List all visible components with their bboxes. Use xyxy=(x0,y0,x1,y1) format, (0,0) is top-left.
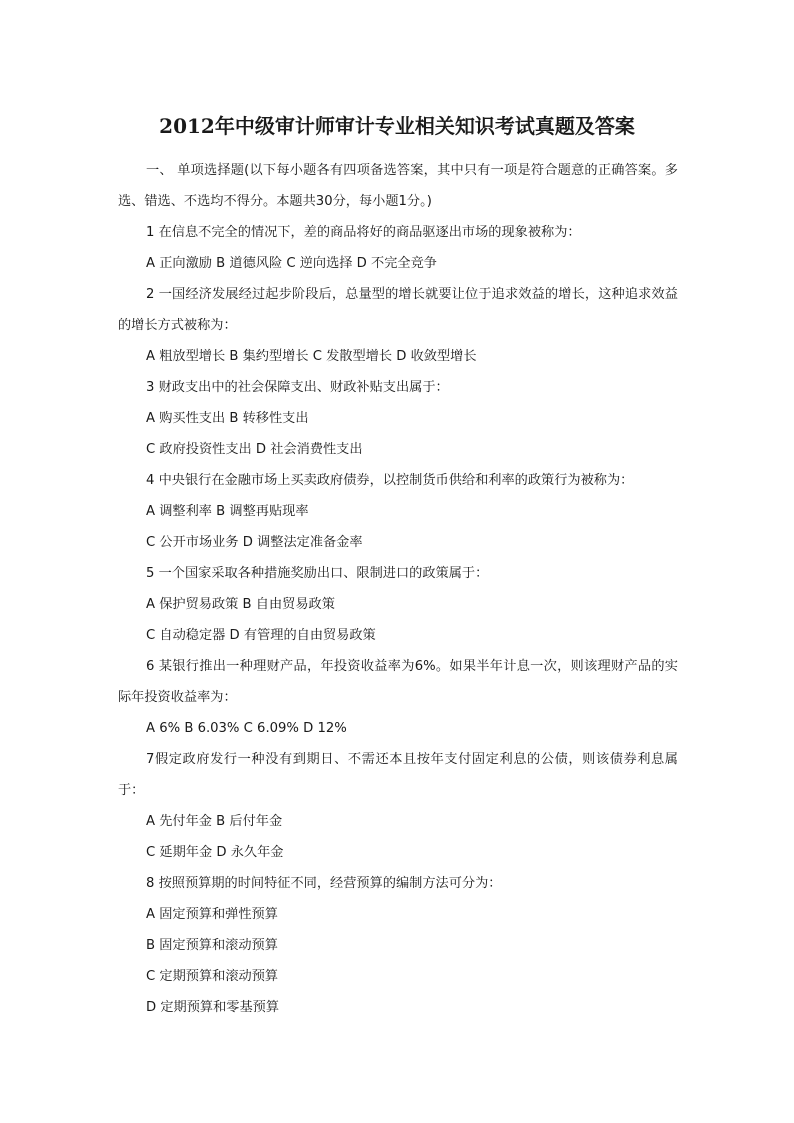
question-7-options-cd: C 延期年金 D 永久年金 xyxy=(146,845,284,860)
section-heading: 一、 单项选择题(以下每小题各有四项备选答案，其中只有一项是符合题意的正确答案。多选、错选、不选均不得分。本题共30分，每小题1分。) xyxy=(118,163,678,209)
document-body xyxy=(118,155,678,1023)
question-8-option-d: D 定期预算和零基预算 xyxy=(146,1000,280,1015)
question-8-option-a: A 固定预算和弹性预算 xyxy=(146,907,278,922)
question-8-option-b: B 固定预算和滚动预算 xyxy=(146,938,278,953)
question-8-option-c: C 定期预算和滚动预算 xyxy=(146,969,279,984)
question-2: 2 一国经济发展经过起步阶段后，总量型的增长就要让位于追求效益的增长，这种追求效益的增长方式被称为： xyxy=(118,287,678,333)
question-4-options-cd: C 公开市场业务 D 调整法定准备金率 xyxy=(146,535,363,550)
question-4-options-ab: A 调整利率 B 调整再贴现率 xyxy=(146,504,309,519)
question-5-options-ab: A 保护贸易政策 B 自由贸易政策 xyxy=(146,597,335,612)
question-3-options-cd: C 政府投资性支出 D 社会消费性支出 xyxy=(146,442,363,457)
question-5: 5 一个国家采取各种措施奖励出口、限制进口的政策属于： xyxy=(146,566,489,581)
question-8: 8 按照预算期的时间特征不同，经营预算的编制方法可分为： xyxy=(146,876,502,891)
question-4: 4 中央银行在金融市场上买卖政府债券，以控制货币供给和利率的政策行为被称为： xyxy=(146,473,634,488)
document-title: 2012年中级审计师审计专业相关知识考试真题及答案 xyxy=(159,114,635,138)
question-3: 3 财政支出中的社会保障支出、财政补贴支出属于： xyxy=(146,380,449,395)
question-6: 6 某银行推出一种理财产品，年投资收益率为6%。如果半年计息一次，则该理财产品的实际年投资收益率为： xyxy=(118,659,678,705)
question-1-options: A 正向激励 B 道德风险 C 逆向选择 D 不完全竞争 xyxy=(146,256,437,271)
question-5-options-cd: C 自动稳定器 D 有管理的自由贸易政策 xyxy=(146,628,376,643)
question-7-options-ab: A 先付年金 B 后付年金 xyxy=(146,814,283,829)
question-1: 1 在信息不完全的情况下，差的商品将好的商品驱逐出市场的现象被称为： xyxy=(146,225,581,240)
question-3-options-ab: A 购买性支出 B 转移性支出 xyxy=(146,411,309,426)
question-7: 7假定政府发行一种没有到期日、不需还本且按年支付固定利息的公债，则该债券利息属于： xyxy=(118,752,678,798)
question-2-options: A 粗放型增长 B 集约型增长 C 发散型增长 D 收敛型增长 xyxy=(146,349,477,364)
question-6-options: A 6% B 6.03% C 6.09% D 12% xyxy=(146,721,347,736)
